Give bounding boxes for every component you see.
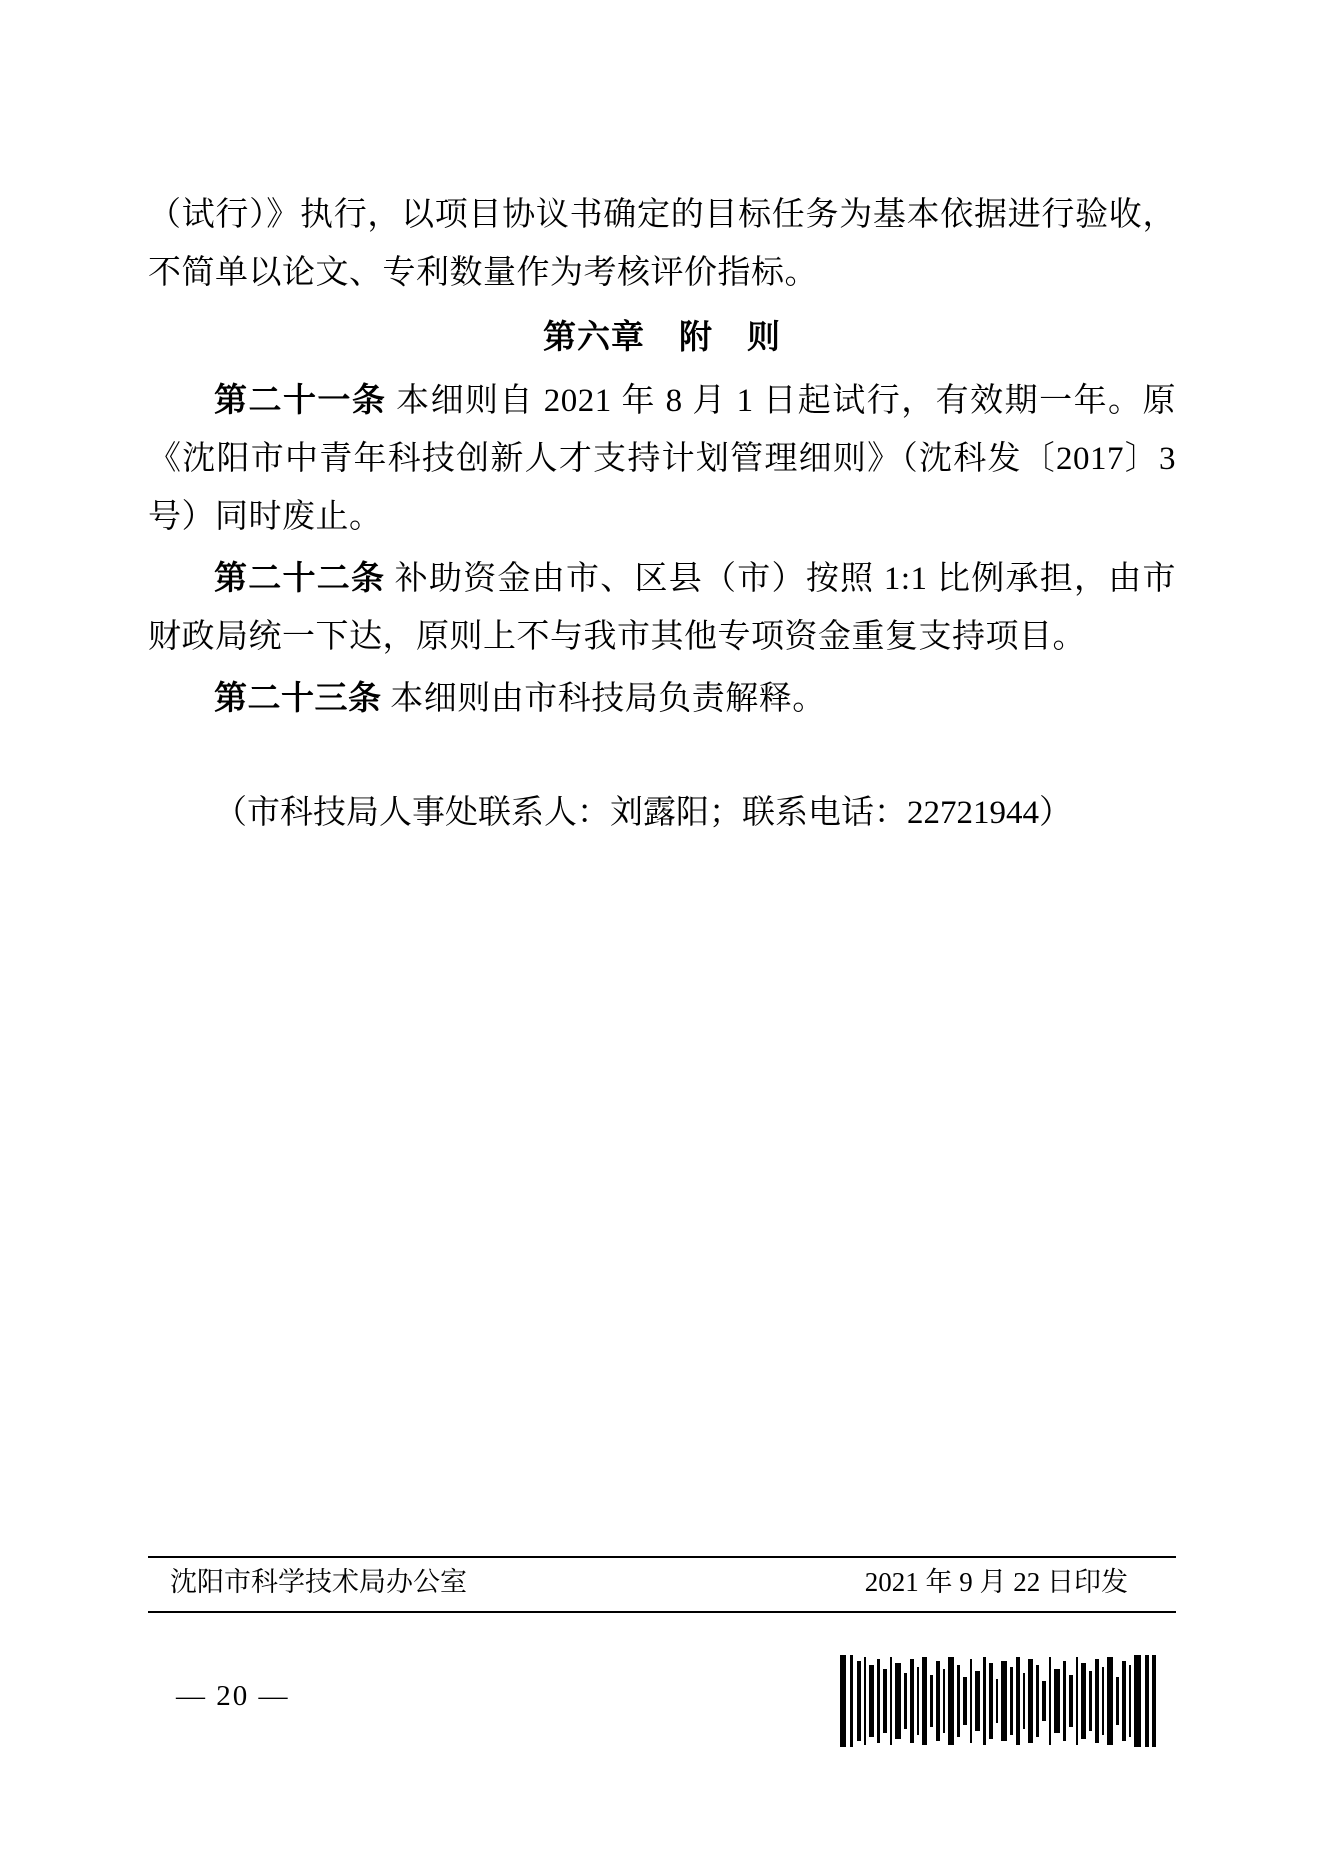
article-23-text: 本细则由市科技局负责解释。 bbox=[390, 681, 826, 717]
footer-issue-date: 2021 年 9 月 22 日印发 bbox=[864, 1567, 1128, 1597]
article-22 bbox=[148, 550, 1176, 666]
article-21 bbox=[148, 372, 1176, 546]
article-21-label: 第二十一条 bbox=[214, 383, 387, 419]
article-23 bbox=[148, 670, 1176, 728]
barcode-image bbox=[838, 1655, 1158, 1747]
article-22-label: 第二十二条 bbox=[214, 561, 386, 597]
page-number: — 20 — bbox=[176, 1680, 290, 1712]
article-23-label: 第二十三条 bbox=[214, 681, 382, 717]
article-21-text: 本细则自 2021 年 8 月 1 日起试行，有效期一年。原《沈阳市中青年科技创新人才支持计划管理细则》（沈科发〔2017〕3 号）同时废止。 bbox=[148, 383, 1177, 535]
footer-issuer: 沈阳市科学技术局办公室 bbox=[170, 1567, 467, 1597]
article-22-text: 补助资金由市、区县（市）按照 1:1 比例承担，由市财政局统一下达，原则上不与我市其他专项资金重复支持项目。 bbox=[148, 561, 1177, 655]
document-body bbox=[148, 186, 1176, 875]
footer-divider-bottom bbox=[148, 1611, 1176, 1613]
chapter-heading: 第六章 附 则 bbox=[543, 320, 781, 356]
paragraph-continuation: （试行）》执行，以项目协议书确定的目标任务为基本依据进行验收，不简单以论文、专利数量作为考核评价指标。 bbox=[148, 197, 1176, 291]
footer-divider-top bbox=[148, 1556, 1176, 1558]
contact-line: （市科技局人事处联系人：刘露阳；联系电话：22721944） bbox=[214, 795, 1072, 831]
footer bbox=[148, 1562, 1176, 1602]
